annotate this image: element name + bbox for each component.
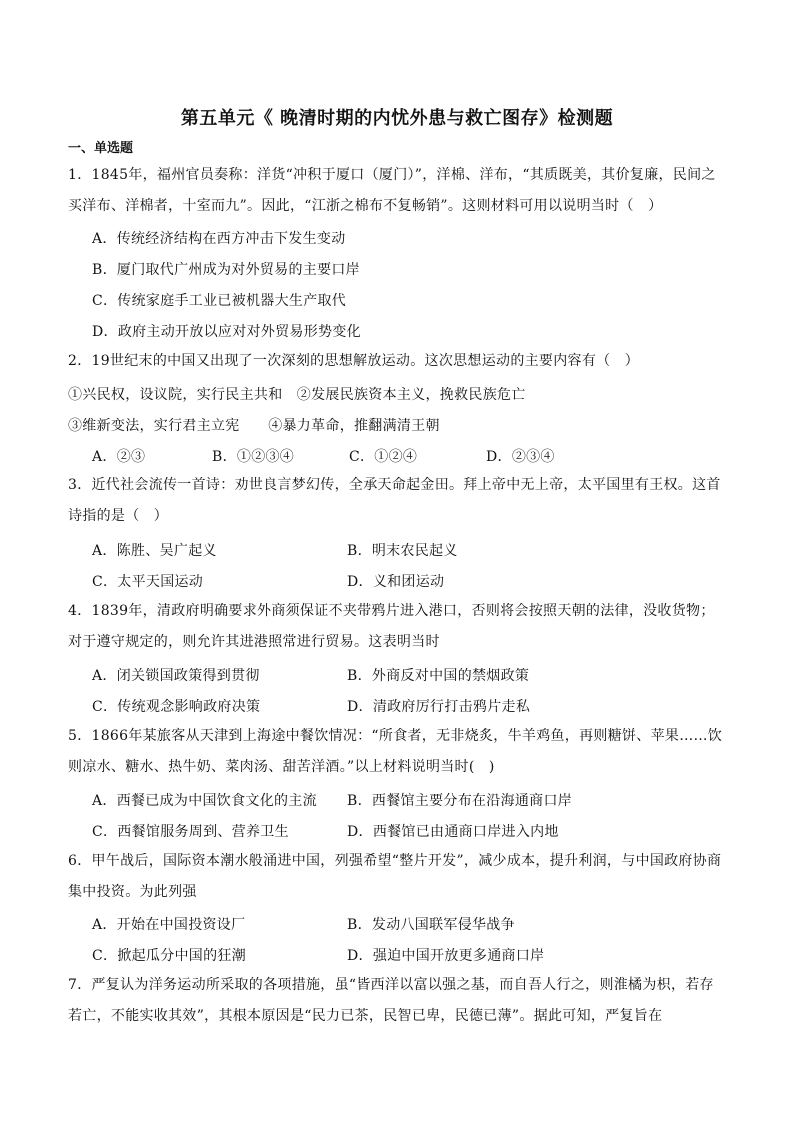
option-3-d: D．义和团运动 — [347, 574, 445, 590]
question-stem-5: 5．1866年某旅客从天津到上海途中餐饮情况：“所食者，无非烧炙，牛羊鸡鱼，再则糖饼、苹果……饮则凉水、糖水、热牛奶、菜肉汤、甜苦洋酒。”以上材料说明当时( ) — [68, 728, 723, 775]
option-6-a: A．开始在中国投资设厂 — [92, 917, 246, 933]
option-1-c: C．传统家庭手工业已被机器大生产取代 — [92, 293, 347, 309]
option-5-b: B．西餐馆主要分布在沿海通商口岸 — [347, 793, 573, 809]
option-6-d: D．强迫中国开放更多通商口岸 — [347, 948, 545, 964]
question-stem-1: 1．1845年，福州官员奏称：洋货“冲积于厦口（厦门）”，洋棉、洋布，“其质既美，其价复廉，民间之买洋布、洋棉者，十室而九”。因此，“江浙之棉布不复畅销”。这则材料可用以说明当时（ ） — [68, 167, 716, 214]
option-4-c: C．传统观念影响政府决策 — [92, 699, 261, 715]
question-stem-6: 6．甲午战后，国际资本潮水般涌进中国，列强希望“整片开发”，减少成本，提升利润，与中国政府协商集中投资。为此列强 — [68, 853, 722, 900]
option-5-c: C．西餐馆服务周到、营养卫生 — [92, 824, 289, 840]
option-4-d: D．清政府厉行打击鸦片走私 — [347, 699, 531, 715]
option-4-a: A．闭关锁国政策得到贯彻 — [92, 668, 260, 684]
question-stem-7: 7．严复认为洋务运动所采取的各项措施，虽“皆西洋以富以强之基，而自吾人行之，则淮橘为枳，若存若亡，不能实收其效”，其根本原因是“民力已茶，民智已卑，民德已薄”。据此可知，严复旨在 — [68, 977, 714, 1024]
statement-item-1: ①兴民权，设议院，实行民主共和 ②发展民族资本主义，挽救民族危亡 — [68, 387, 526, 403]
question-stem-2: 2．19世纪末的中国又出现了一次深刻的思想解放运动。这次思想运动的主要内容有（ ） — [68, 353, 640, 369]
option-2-b: B．①②③④ — [212, 449, 295, 465]
option-5-a: A．西餐已成为中国饮食文化的主流 — [92, 793, 317, 809]
question-stem-3: 3．近代社会流传一首诗：劝世良言梦幻传，全承天命起金田。拜上帝中无上帝，太平国里有王权。这首诗指的是（ ） — [68, 477, 721, 524]
option-3-b: B．明末农民起义 — [347, 543, 458, 559]
option-2-c: C．①②④ — [349, 449, 418, 465]
statement-item-2: ③维新变法，实行君主立宪 ④暴力革命，推翻满清王朝 — [68, 418, 440, 434]
option-2-d: D．②③④ — [486, 449, 555, 465]
option-6-b: B．发动八国联军侵华战争 — [347, 917, 515, 933]
option-3-a: A．陈胜、吴广起义 — [92, 543, 217, 559]
option-1-d: D．政府主动开放以应对对外贸易形势变化 — [92, 324, 361, 340]
option-4-b: B．外商反对中国的禁烟政策 — [347, 668, 530, 684]
option-3-c: C．太平天国运动 — [92, 574, 204, 590]
question-stem-4: 4．1839年，清政府明确要求外商须保证不夹带鸦片进入港口，否则将会按照天朝的法律，没收货物；对于遵守规定的，则允许其进港照常进行贸易。这表明当时 — [68, 603, 715, 650]
option-1-a: A．传统经济结构在西方冲击下发生变动 — [92, 231, 346, 247]
document-title: 第五单元《 晚清时期的内忧外患与救亡图存》检测题 — [180, 108, 614, 129]
option-5-d: D．西餐馆已由通商口岸进入内地 — [347, 824, 559, 840]
option-6-c: C．掀起瓜分中国的狂潮 — [92, 948, 247, 964]
option-2-a: A．②③ — [92, 449, 146, 465]
option-1-b: B．厦门取代广州成为对外贸易的主要口岸 — [92, 262, 360, 278]
section-heading: 一、单选题 — [68, 141, 134, 156]
